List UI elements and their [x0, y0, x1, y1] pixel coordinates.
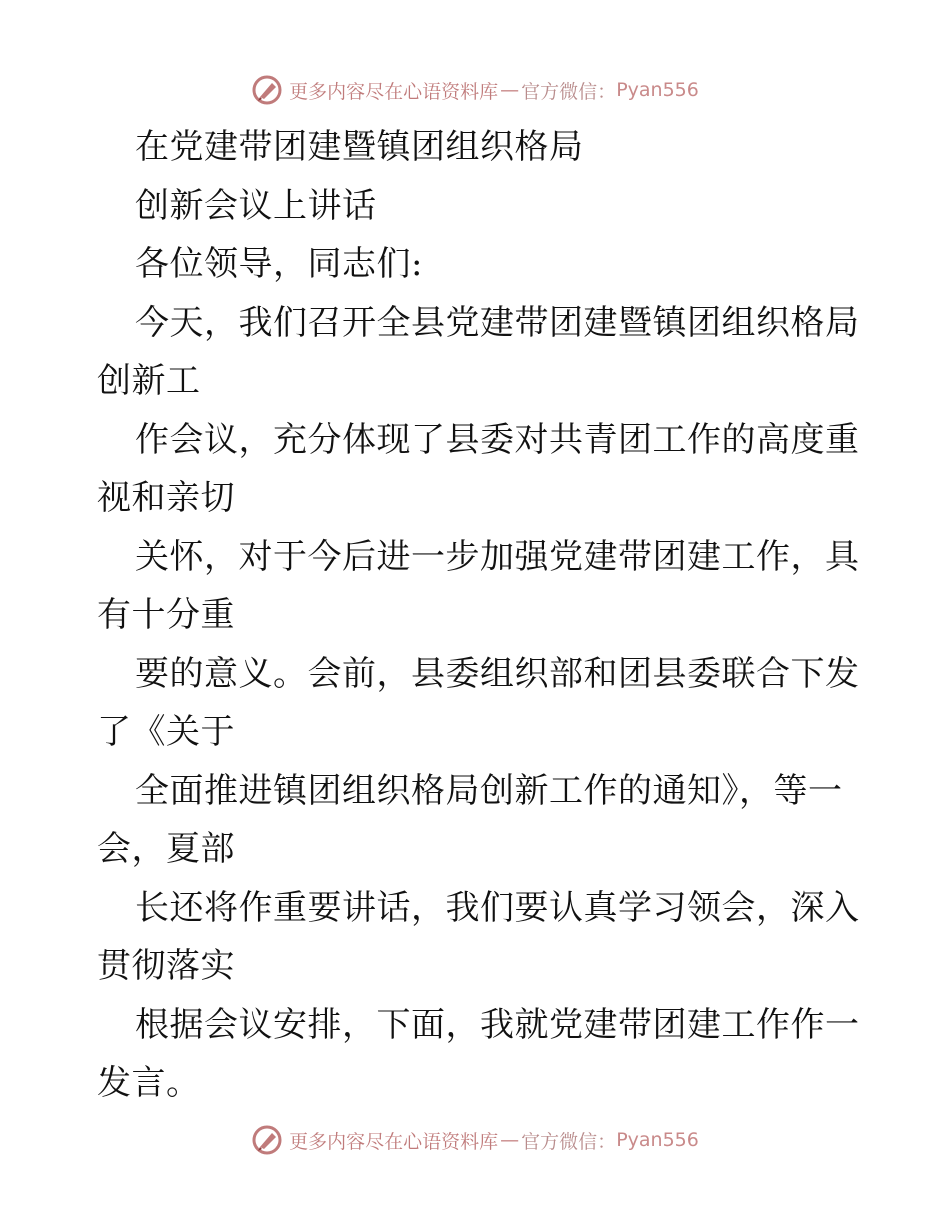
watermark-brand: 更多内容尽在心语资料库 — [289, 80, 499, 103]
watermark-dash: — — [500, 79, 520, 101]
document-line: 作会议，充分体现了县委对共青团工作的高度重 — [135, 419, 860, 460]
document-line: 要的意义。会前，县委组织部和团县委联合下发 — [135, 653, 860, 694]
document-line: 创新工 — [97, 361, 201, 401]
watermark-wechat-label: 官方微信： — [521, 80, 617, 103]
document-line: 会，夏部 — [97, 829, 235, 869]
document-line: 有十分重 — [97, 595, 235, 635]
watermark-wechat-id: Pyan556 — [616, 79, 699, 101]
document-line: 在党建带团建暨镇团组织格局 — [135, 127, 584, 167]
document-line: 关怀，对于今后进一步加强党建带团建工作，具 — [135, 536, 860, 577]
watermark-wechat-id: Pyan556 — [616, 1129, 699, 1151]
document-line: 创新会议上讲话 — [135, 185, 377, 226]
watermark-brand: 更多内容尽在心语资料库 — [289, 1130, 499, 1153]
document-line: 发言。 — [97, 1063, 201, 1103]
header-watermark — [0, 72, 950, 108]
footer-watermark — [0, 1122, 950, 1158]
watermark-dash: — — [500, 1129, 520, 1151]
document-line: 今天，我们召开全县党建带团建暨镇团组织格局 — [135, 302, 860, 343]
document-line: 了《关于 — [97, 712, 235, 752]
document-line: 长还将作重要讲话，我们要认真学习领会，深入 — [135, 887, 860, 928]
document-body — [97, 118, 860, 1113]
document-line: 贯彻落实 — [97, 946, 235, 986]
document-line: 根据会议安排，下面，我就党建带团建工作作一 — [135, 1004, 860, 1045]
watermark-wechat-label: 官方微信： — [521, 1130, 617, 1153]
document-line: 各位领导，同志们: — [135, 244, 423, 284]
pen-logo-icon — [251, 1124, 283, 1156]
document-line: 视和亲切 — [97, 478, 235, 518]
document-line: 全面推进镇团组织格局创新工作的通知》，等一 — [135, 770, 843, 811]
pen-logo-icon — [251, 74, 283, 106]
